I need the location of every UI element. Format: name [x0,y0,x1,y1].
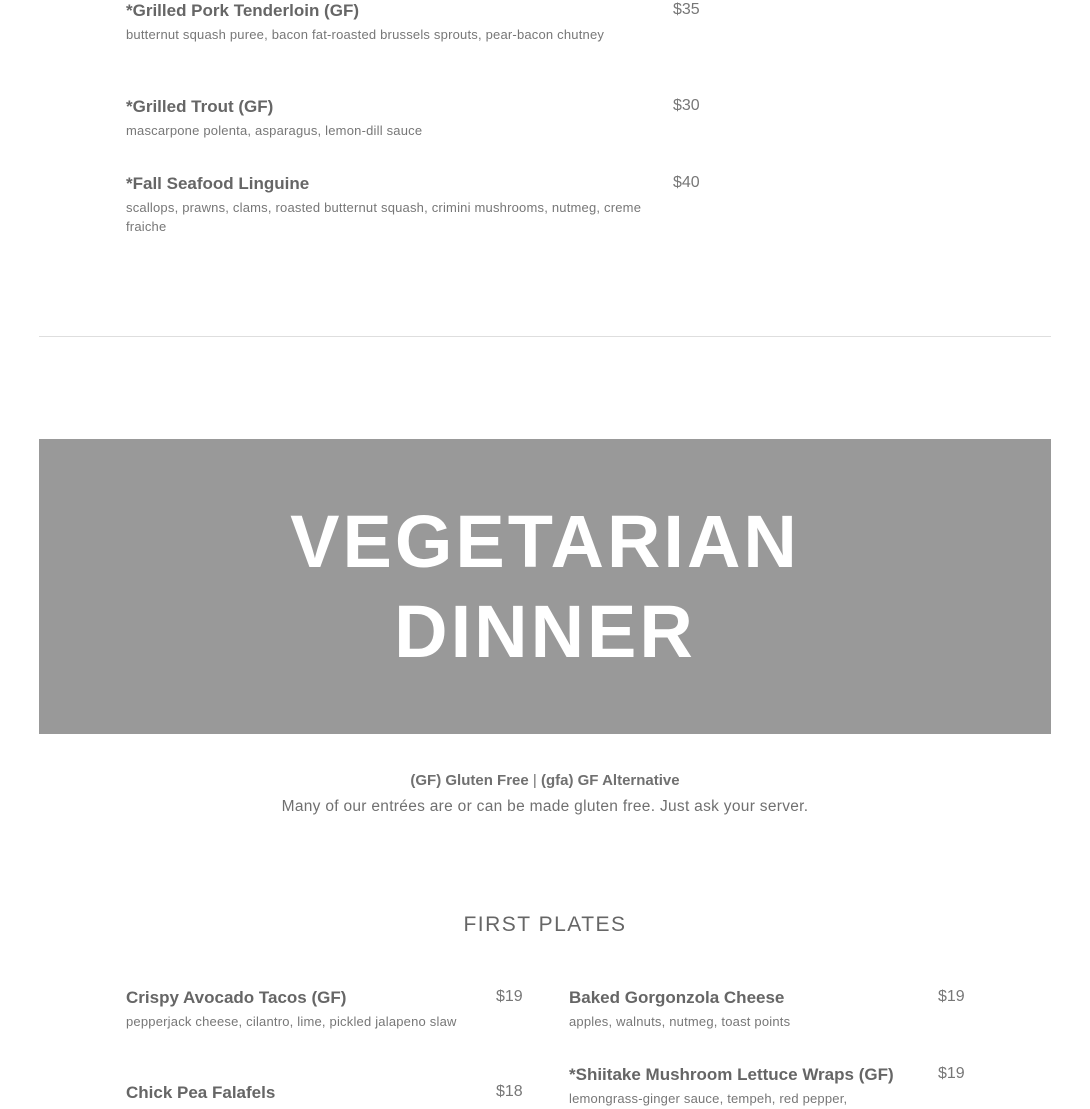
item-price: $19 [496,988,523,1005]
item-price: $30 [673,97,700,114]
banner-title [39,497,1051,677]
banner-title-line-2: DINNER [394,590,696,673]
legend-gf: (GF) Gluten Free [410,772,529,789]
legend-separator: | [532,772,537,789]
menu-item [126,987,471,1031]
item-name: Baked Gorgonzola Cheese [569,988,785,1007]
item-name: *Shiitake Mushroom Lettuce Wraps (GF) [569,1065,894,1084]
section-banner [39,439,1051,734]
menu-item [126,173,661,236]
item-price: $40 [673,174,700,191]
menu-item [126,96,661,140]
item-name: Chick Pea Falafels [126,1083,276,1102]
item-description: mascarpone polenta, asparagus, lemon-dill sauce [126,123,423,138]
legend-gfa: (gfa) GF Alternative [540,772,680,789]
item-name: Crispy Avocado Tacos (GF) [126,988,347,1007]
section-title-first-plates: FIRST PLATES [463,913,627,936]
item-price: $19 [938,1065,965,1082]
item-price: $35 [673,1,700,18]
banner-title-line-1: VEGETARIAN [290,500,800,583]
menu-item [569,987,914,1031]
section-divider [39,336,1051,337]
gluten-free-note: Many of our entrées are or can be made gluten free. Just ask your server. [281,798,809,815]
menu-item [569,1064,929,1108]
gluten-free-legend [0,771,1090,791]
menu-item [126,1082,471,1104]
item-name: *Fall Seafood Linguine [126,174,310,193]
item-description: scallops, prawns, clams, roasted butternut squash, crimini mushrooms, nutmeg, creme fraiche [126,200,642,234]
item-description: lemongrass-ginger sauce, tempeh, red pepper, [569,1091,848,1106]
item-price: $18 [496,1083,523,1100]
menu-item [126,0,661,44]
item-description: apples, walnuts, nutmeg, toast points [569,1014,791,1029]
item-name: *Grilled Pork Tenderloin (GF) [126,1,359,20]
item-price: $19 [938,988,965,1005]
item-name: *Grilled Trout (GF) [126,97,274,116]
item-description: pepperjack cheese, cilantro, lime, pickled jalapeno slaw [126,1014,457,1029]
item-description: butternut squash puree, bacon fat-roasted brussels sprouts, pear-bacon chutney [126,27,605,42]
